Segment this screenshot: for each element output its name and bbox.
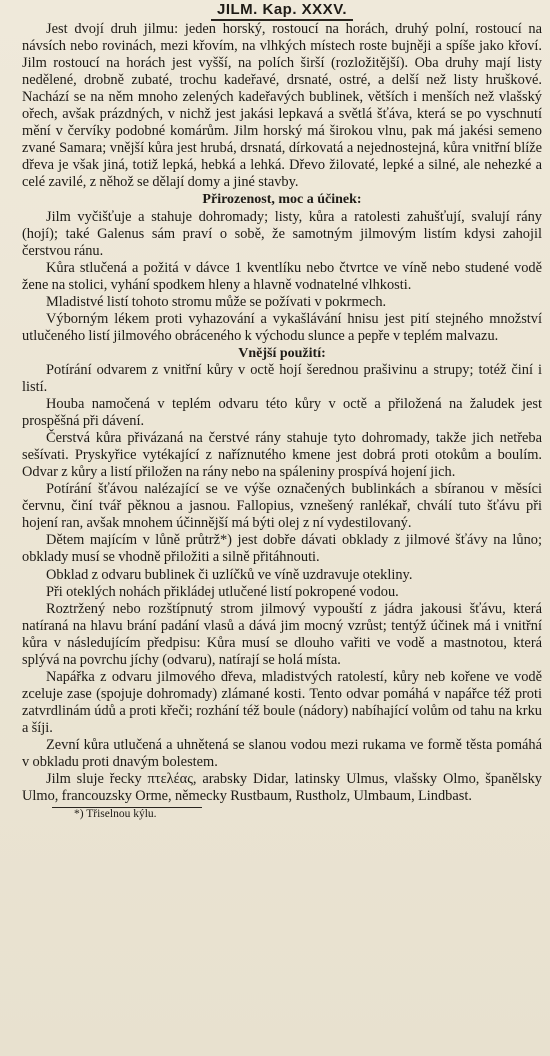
footnote: *) Třiselnou kýlu. — [74, 808, 157, 821]
section2-paragraph: Potírání odvarem z vnitřní kůry v octě hojí šerednou prašivinu a strupy; totéž činí i listí. — [22, 361, 542, 395]
section1-paragraph: Kůra stlučená a požitá v dávce 1 kventlíku nebo čtvrtce ve víně nebo studené vodě žene na stolici, vyhání spodkem hleny a hlavně vodnatelné vlhkosti. — [22, 259, 542, 293]
intro-paragraph: Jest dvojí druh jilmu: jeden horský, rostoucí na horách, druhý polní, rostoucí na návsích nebo rovinách, mezi křovím, na vlhkých místech roste bujněji a spíše jako křoví. Jilm rostoucí na horách jest vyšší, na polích širší (rozložitější). Oba druhy mají listy nedělené, drobně zubaté, trochu kadeřavé, drsnaté, ostré, a delší než listy hruškové. Nachází se na něm mnoho zelených kadeřavých bublinek, větších i menších než vlašský ořech, avšak prázdných, v nichž jest jakási lepkavá a světlá šťáva, která se po vyschnutí mění v červíky podobné komárům. Jilm horský má širokou vlnu, pak má jakési semeno zvané Samara; vnější kůra jest hrubá, drsnatá, dírkovatá a nejednostejná, kůra vnitřní blíže dřeva je však jiná, totiž lepká, hebká a lehká. Dřevo žilovaté, lepké a silné, ale nehezké a celé zavilé, z něhož se dělají domy a jiné stavby. — [22, 21, 542, 191]
chapter-header-wrap — [22, 0, 542, 21]
section2-paragraph: Houba namočená v teplém odvaru této kůry v octě a přiložená na žaludek jest prospěšná při dávení. — [22, 396, 542, 430]
section1-paragraph: Mladistvé listí tohoto stromu může se požívati v pokrmech. — [46, 293, 387, 310]
section2-paragraph: Jilm sluje řecky πτελέας, arabsky Didar, latinsky Ulmus, vlašsky Olmo, španělsky Ulmo, francouzsky Orme, německy Rustbaum, Rustholz, Ulmbaum, Lindbast. — [22, 771, 542, 805]
section2-paragraph: Čerstvá kůra přivázaná na čerstvé rány stahuje tyto dohromady, takže jich netřeba sešívati. Pryskyřice vytékající z naříznutého kmene jest dobrá proti otokům a boulím. Odvar z kůry a listí přiložen na rány nebo na spáleniny prospívá hojení jich. — [22, 430, 542, 481]
section1-paragraph: Výborným lékem proti vyhazování a vykašlávání hnisu jest pití stejného množství utlučeného listí jilmového obráceného k východu slunce a pepře v teplém malvazu. — [22, 310, 542, 344]
section2-paragraph: Obklad z odvaru bublinek či uzlíčků ve víně uzdravuje otekliny. — [46, 566, 413, 583]
section2-paragraph: Potírání šťávou nalézající se ve výše označených bublinkách a sbíranou v měsíci červnu, činí tvář pěknou a jasnou. Fallopius, vznešený ranlékař, chválí tuto šťávu při hojení ran, avšak mnohem účinnější má býti olej z ní vydestilovaný. — [22, 481, 542, 532]
section-heading-properties: Přirozenost, moc a účinek: — [202, 192, 362, 208]
section-heading-external-use: Vnější použití: — [238, 345, 326, 361]
section2-paragraph: Při oteklých nohách přikládej utlučené listí pokropené vodou. — [46, 583, 399, 600]
section1-paragraph: Jilm vyčišťuje a stahuje dohromady; listy, kůra a ratolesti zahušťují, svalují rány (hojí); také Galenus sám praví o sobě, že samotným jilmovým listím kdysi zahojil čerstvou ránu. — [22, 208, 542, 259]
chapter-title: JILM. Kap. XXXV. — [211, 2, 353, 21]
section2-paragraph: Roztržený nebo rozštípnutý strom jilmový vypouští z jádra jakousi šťávu, která natíraná na hlavu brání padání vlasů a dává jim mocný vzrůst; tentýž účinek má i vnitřní kůra v následujícím předpisu: Kůra musí se dlouho vařiti ve vodě a mastnotou, která splývá na povrchu jíchy (odvaru), natírají se holá místa. — [22, 600, 542, 668]
section2-paragraph: Napářka z odvaru jilmového dřeva, mladistvých ratolestí, kůry neb kořene ve vodě zceluje zase (spojuje dohromady) zlámané kosti. Tento odvar pomáhá v napářce též proti zatvrdlinám údů a proti křeči; rozhání též boule (nádory) nabíhající volům od tahu na krku a šíji. — [22, 668, 542, 736]
section2-paragraph: Dětem majícím v lůně průtrž*) jest dobře dávati obklady z jilmové šťávy na lůno; obklady musí se vhodně přiložiti a silně přitáhnouti. — [22, 532, 542, 566]
section2-paragraph: Zevní kůra utlučená a uhnětená se slanou vodou mezi rukama ve formě těsta pomáhá v obkladu proti dnavým bolestem. — [22, 736, 542, 771]
